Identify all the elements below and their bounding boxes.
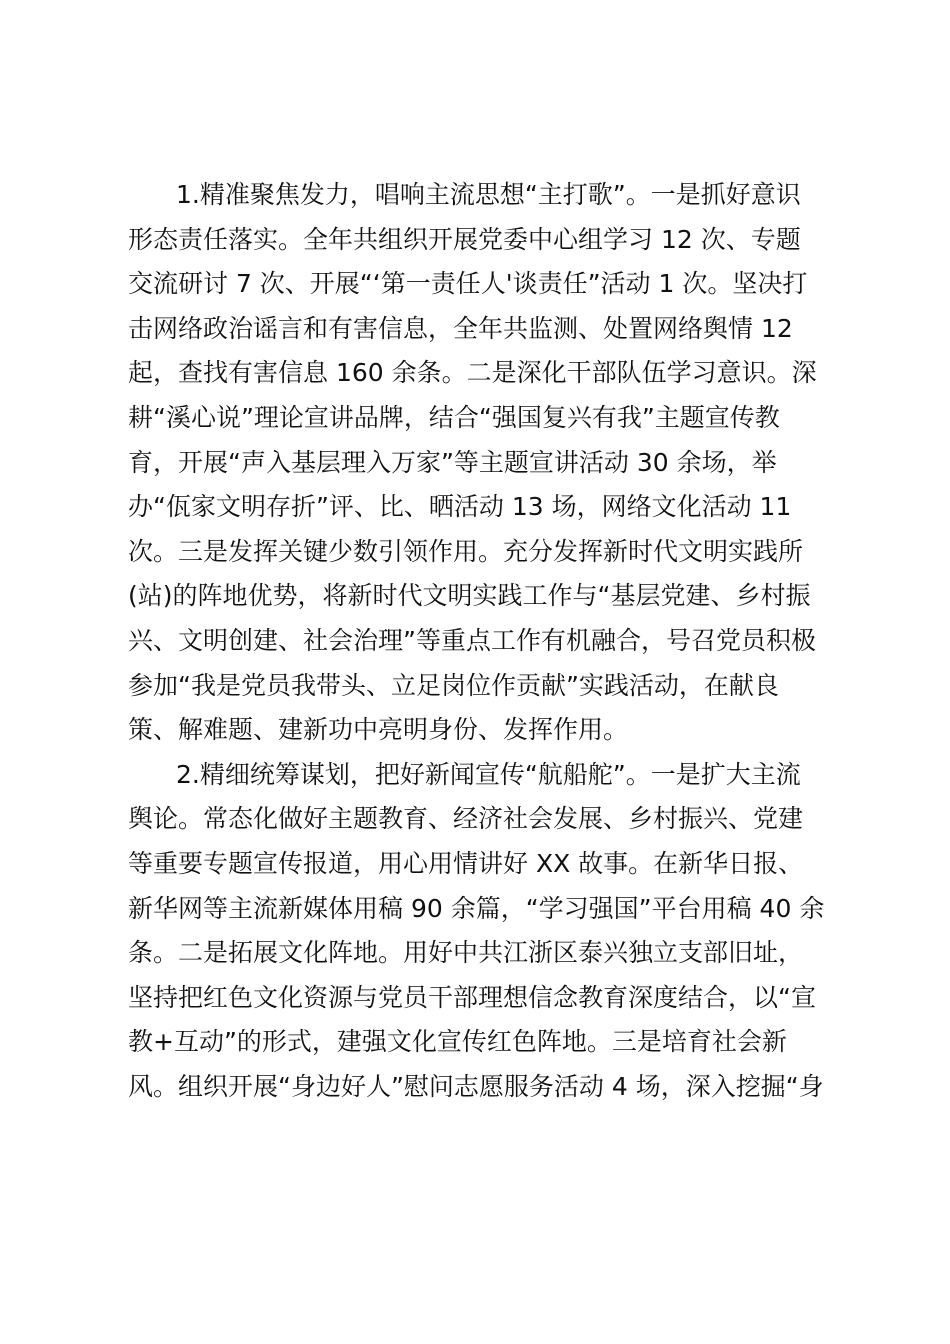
paragraph-1-line: 起，查找有害信息 160 余条。二是深化干部队伍学习意识。深 [128, 358, 817, 388]
paragraph-1-line: 策、解难题、建新功中亮明身份、发挥作用。 [128, 715, 629, 745]
paragraph-1-line: 办“佤家文明存折”评、比、晒活动 13 场，网络文化活动 11 [128, 492, 792, 522]
paragraph-1-line: 交流研讨 7 次、开展“‘第一责任人'谈责任”活动 1 次。坚决打 [128, 269, 808, 299]
paragraph-2-line: 2.精细统筹谋划，把好新闻宣传“航船舵”。一是扩大主流 [176, 759, 801, 789]
paragraph-1-line: 次。三是发挥关键少数引领作用。充分发挥新时代文明实践所 [128, 536, 804, 566]
paragraph-1-line: 耕“溪心说”理论宣讲品牌，结合“强国复兴有我”主题宣传教 [128, 402, 780, 432]
paragraph-1-line: 兴、文明创建、社会治理”等重点工作有机融合，号召党员积极 [128, 625, 816, 655]
paragraph-2-line: 条。二是拓展文化阵地。用好中共江浙区泰兴独立支部旧址， [128, 938, 804, 968]
paragraph-1-line: 参加“我是党员我带头、立足岗位作贡献”实践活动，在献良 [128, 670, 779, 700]
paragraph-2-line: 舆论。常态化做好主题教育、经济社会发展、乡村振兴、党建 [128, 804, 804, 834]
paragraph-2-line: 风。组织开展“身边好人”慰问志愿服务活动 4 场，深入挖掘“身 [128, 1071, 824, 1101]
paragraph-1-line: 形态责任落实。全年共组织开展党委中心组学习 12 次、专题 [128, 224, 801, 254]
paragraph-2-line: 等重要专题宣传报道，用心用情讲好 XX 故事。在新华日报、 [128, 848, 804, 878]
paragraph-1-line: 育，开展“声入基层理入万家”等主题宣讲活动 30 余场，举 [128, 447, 777, 477]
paragraph-1-line: 1.精准聚焦发力，唱响主流思想“主打歌”。一是抓好意识 [176, 180, 801, 209]
paragraph-1-line: 击网络政治谣言和有害信息，全年共监测、处置网络舆情 12 [128, 313, 793, 343]
paragraph-2-line: 新华网等主流新媒体用稿 90 余篇，“学习强国”平台用稿 40 余 [128, 893, 825, 923]
paragraph-2-line: 教+互动”的形式，建强文化宣传红色阵地。三是培育社会新 [128, 1027, 787, 1057]
document-body [128, 173, 828, 1109]
paragraph-1-line: (站)的阵地优势，将新时代文明实践工作与“基层党建、乡村振 [128, 581, 811, 611]
paragraph-2-line: 坚持把红色文化资源与党员干部理想信念教育深度结合，以“宣 [128, 982, 816, 1012]
